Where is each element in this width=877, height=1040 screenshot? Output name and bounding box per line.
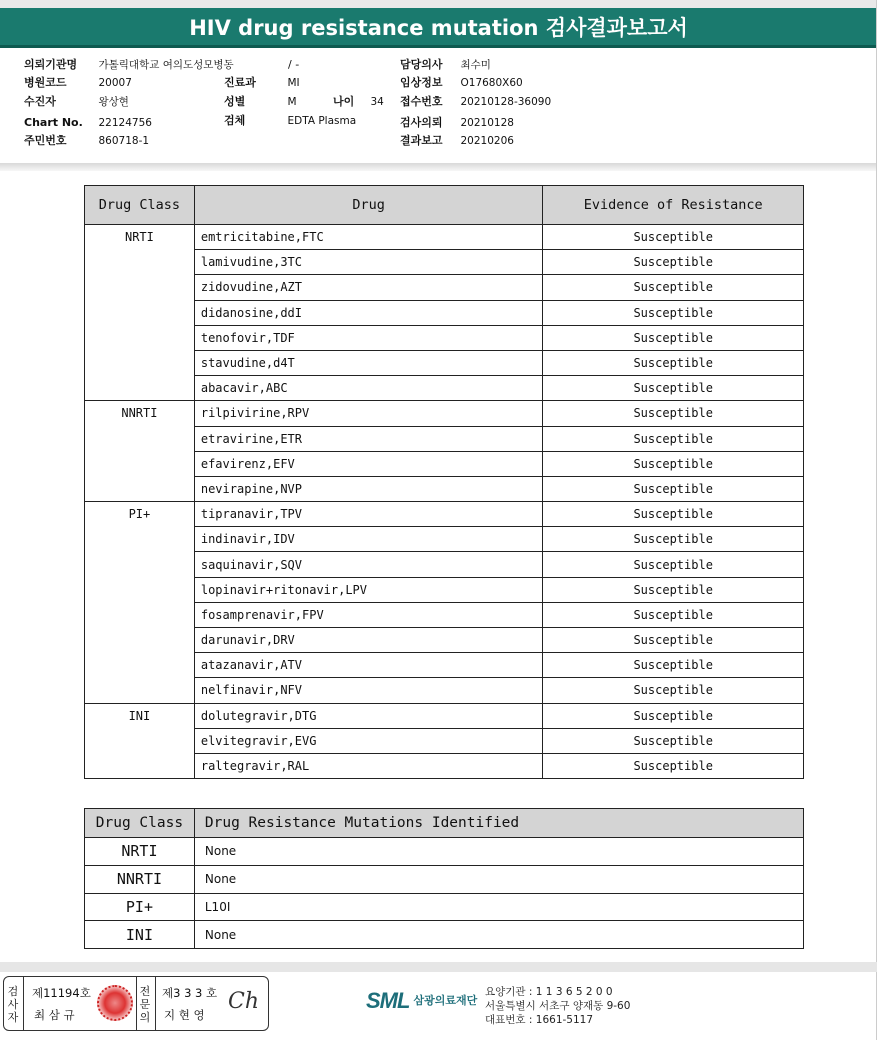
drug-cell: abacavir,ABC bbox=[194, 376, 543, 401]
evidence-cell: Susceptible bbox=[543, 502, 804, 527]
evidence-cell: Susceptible bbox=[543, 678, 804, 703]
drug-cell: stavudine,d4T bbox=[194, 350, 543, 375]
receipt-value: 20210128-36090 bbox=[460, 96, 552, 108]
specialist-license: 제3 3 3 호 bbox=[162, 986, 218, 1000]
drug-cell: saquinavir,SQV bbox=[194, 552, 543, 577]
evidence-cell: Susceptible bbox=[543, 451, 804, 476]
drug-cell: atazanavir,ATV bbox=[194, 653, 543, 678]
drug-cell: nevirapine,NVP bbox=[194, 476, 543, 501]
drug-cell: raltegravir,RAL bbox=[194, 753, 543, 778]
evidence-cell: Susceptible bbox=[543, 426, 804, 451]
table-row bbox=[85, 838, 804, 866]
mutation-class-cell: NRTI bbox=[85, 838, 195, 866]
divider-line bbox=[136, 977, 137, 1030]
specimen-row: 검체 EDTA Plasma bbox=[224, 112, 356, 130]
table-row bbox=[85, 893, 804, 921]
id-no-value: 860718-1 bbox=[98, 135, 150, 147]
institution-value: 가톨릭대학교 여의도성모병동 bbox=[98, 59, 234, 71]
drug-cell: lamivudine,3TC bbox=[194, 250, 543, 275]
specialist-label: 전 문 의 bbox=[139, 985, 151, 1024]
drug-cell: tipranavir,TPV bbox=[194, 502, 543, 527]
examiner-label: 검 사 자 bbox=[7, 985, 19, 1024]
drug-class-cell: NNRTI bbox=[85, 401, 195, 502]
evidence-cell: Susceptible bbox=[543, 728, 804, 753]
drug-cell: etravirine,ETR bbox=[194, 426, 543, 451]
mutation-class-cell: PI+ bbox=[85, 893, 195, 921]
mutation-cell: None bbox=[194, 865, 803, 893]
evidence-cell: Susceptible bbox=[543, 225, 804, 250]
recipient-value: 왕상현 bbox=[98, 96, 129, 108]
drug-cell: dolutegravir,DTG bbox=[194, 703, 543, 728]
mutation-class-cell: INI bbox=[85, 921, 195, 949]
department-row: 진료과 MI bbox=[224, 74, 300, 92]
header-evidence: Evidence of Resistance bbox=[543, 186, 804, 225]
clinical-row: 임상정보 O17680X60 bbox=[400, 74, 523, 92]
chart-no-value: 22124756 bbox=[98, 117, 152, 129]
table-row bbox=[85, 865, 804, 893]
drug-class-cell: INI bbox=[85, 703, 195, 779]
footer-divider bbox=[0, 962, 877, 972]
request-date-value: 20210128 bbox=[460, 117, 514, 129]
evidence-cell: Susceptible bbox=[543, 300, 804, 325]
institution-row: 의뢰기관명 가톨릭대학교 여의도성모병동 bbox=[24, 56, 234, 74]
resistance-table-header bbox=[85, 186, 804, 225]
resistance-table bbox=[84, 185, 804, 779]
evidence-cell: Susceptible bbox=[543, 527, 804, 552]
report-date-value: 20210206 bbox=[460, 135, 514, 147]
hospital-code-value: 20007 bbox=[98, 77, 132, 89]
header-drug-class: Drug Class bbox=[85, 186, 195, 225]
top-strip bbox=[0, 0, 877, 8]
mutation-table-header bbox=[85, 809, 804, 838]
evidence-cell: Susceptible bbox=[543, 602, 804, 627]
drug-cell: darunavir,DRV bbox=[194, 628, 543, 653]
drug-cell: tenofovir,TDF bbox=[194, 325, 543, 350]
request-date-row: 검사의뢰 20210128 bbox=[400, 114, 514, 132]
drug-class-cell: PI+ bbox=[85, 502, 195, 704]
mutation-class-cell: NNRTI bbox=[85, 865, 195, 893]
signature-box bbox=[3, 976, 269, 1031]
evidence-cell: Susceptible bbox=[543, 577, 804, 602]
header-drug: Drug bbox=[194, 186, 543, 225]
sex-value: M bbox=[287, 96, 297, 108]
evidence-cell: Susceptible bbox=[543, 552, 804, 577]
recipient-row: 수진자 왕상현 bbox=[24, 93, 129, 111]
institution-phone: 대표번호 : 1661-5117 bbox=[485, 1014, 594, 1026]
table-row bbox=[85, 921, 804, 949]
mutation-cell: None bbox=[194, 921, 803, 949]
divider-line bbox=[155, 977, 156, 1030]
evidence-cell: Susceptible bbox=[543, 753, 804, 778]
evidence-cell: Susceptible bbox=[543, 401, 804, 426]
official-seal bbox=[97, 985, 133, 1021]
drug-cell: fosamprenavir,FPV bbox=[194, 602, 543, 627]
table-row bbox=[85, 401, 804, 426]
org-name: 삼광의료재단 bbox=[413, 994, 478, 1007]
sml-logo bbox=[366, 988, 477, 1014]
institution-address: 서울특별시 서초구 양재동 9-60 bbox=[485, 1000, 631, 1012]
mutation-header-mutations: Drug Resistance Mutations Identified bbox=[194, 809, 803, 838]
drug-cell: indinavir,IDV bbox=[194, 527, 543, 552]
drug-cell: elvitegravir,EVG bbox=[194, 728, 543, 753]
doctor-row: 담당의사 최수미 bbox=[400, 56, 491, 74]
institution-info bbox=[485, 985, 630, 1027]
institution-code: 요양기관 : 1 1 3 6 5 2 0 0 bbox=[485, 986, 613, 998]
mutation-header-class: Drug Class bbox=[85, 809, 195, 838]
evidence-cell: Susceptible bbox=[543, 376, 804, 401]
table-row bbox=[85, 703, 804, 728]
divider-line bbox=[23, 977, 24, 1030]
evidence-cell: Susceptible bbox=[543, 250, 804, 275]
specialist-name: 지 현 영 bbox=[164, 1008, 205, 1022]
drug-cell: didanosine,ddI bbox=[194, 300, 543, 325]
section-divider bbox=[0, 163, 877, 171]
drug-cell: efavirenz,EFV bbox=[194, 451, 543, 476]
logo-mark: SML bbox=[366, 988, 410, 1013]
drug-class-cell: NRTI bbox=[85, 225, 195, 401]
evidence-cell: Susceptible bbox=[543, 476, 804, 501]
hospital-code-row: 병원코드 20007 bbox=[24, 74, 132, 92]
specimen-value: EDTA Plasma bbox=[287, 115, 357, 127]
drug-cell: rilpivirine,RPV bbox=[194, 401, 543, 426]
sex-age-row: 성별 M 나이 34 bbox=[224, 93, 384, 111]
department-value: MI bbox=[287, 77, 300, 89]
drug-cell: emtricitabine,FTC bbox=[194, 225, 543, 250]
mutation-table bbox=[84, 808, 804, 949]
id-no-row: 주민번호 860718-1 bbox=[24, 132, 149, 150]
mutation-cell: L10I bbox=[194, 893, 803, 921]
patient-info bbox=[24, 56, 864, 156]
age-value: 34 bbox=[370, 96, 384, 108]
doctor-value: 최수미 bbox=[460, 59, 491, 71]
examiner-name: 최 삼 규 bbox=[34, 1008, 75, 1022]
clinical-value: O17680X60 bbox=[460, 77, 523, 89]
evidence-cell: Susceptible bbox=[543, 653, 804, 678]
evidence-cell: Susceptible bbox=[543, 703, 804, 728]
drug-cell: zidovudine,AZT bbox=[194, 275, 543, 300]
drug-cell: nelfinavir,NFV bbox=[194, 678, 543, 703]
report-date-row: 결과보고 20210206 bbox=[400, 132, 514, 150]
evidence-cell: Susceptible bbox=[543, 350, 804, 375]
evidence-cell: Susceptible bbox=[543, 628, 804, 653]
evidence-cell: Susceptible bbox=[543, 325, 804, 350]
handwritten-signature: Ch bbox=[228, 989, 260, 1014]
mutation-cell: None bbox=[194, 838, 803, 866]
ward-separator: / - bbox=[288, 58, 300, 71]
report-title: HIV drug resistance mutation 검사결과보고서 bbox=[0, 8, 877, 48]
table-row bbox=[85, 502, 804, 527]
receipt-row: 접수번호 20210128-36090 bbox=[400, 93, 551, 111]
chart-no-row: Chart No. 22124756 bbox=[24, 114, 152, 132]
table-row bbox=[85, 225, 804, 250]
examiner-license: 제11194호 bbox=[32, 986, 91, 1000]
drug-cell: lopinavir+ritonavir,LPV bbox=[194, 577, 543, 602]
evidence-cell: Susceptible bbox=[543, 275, 804, 300]
